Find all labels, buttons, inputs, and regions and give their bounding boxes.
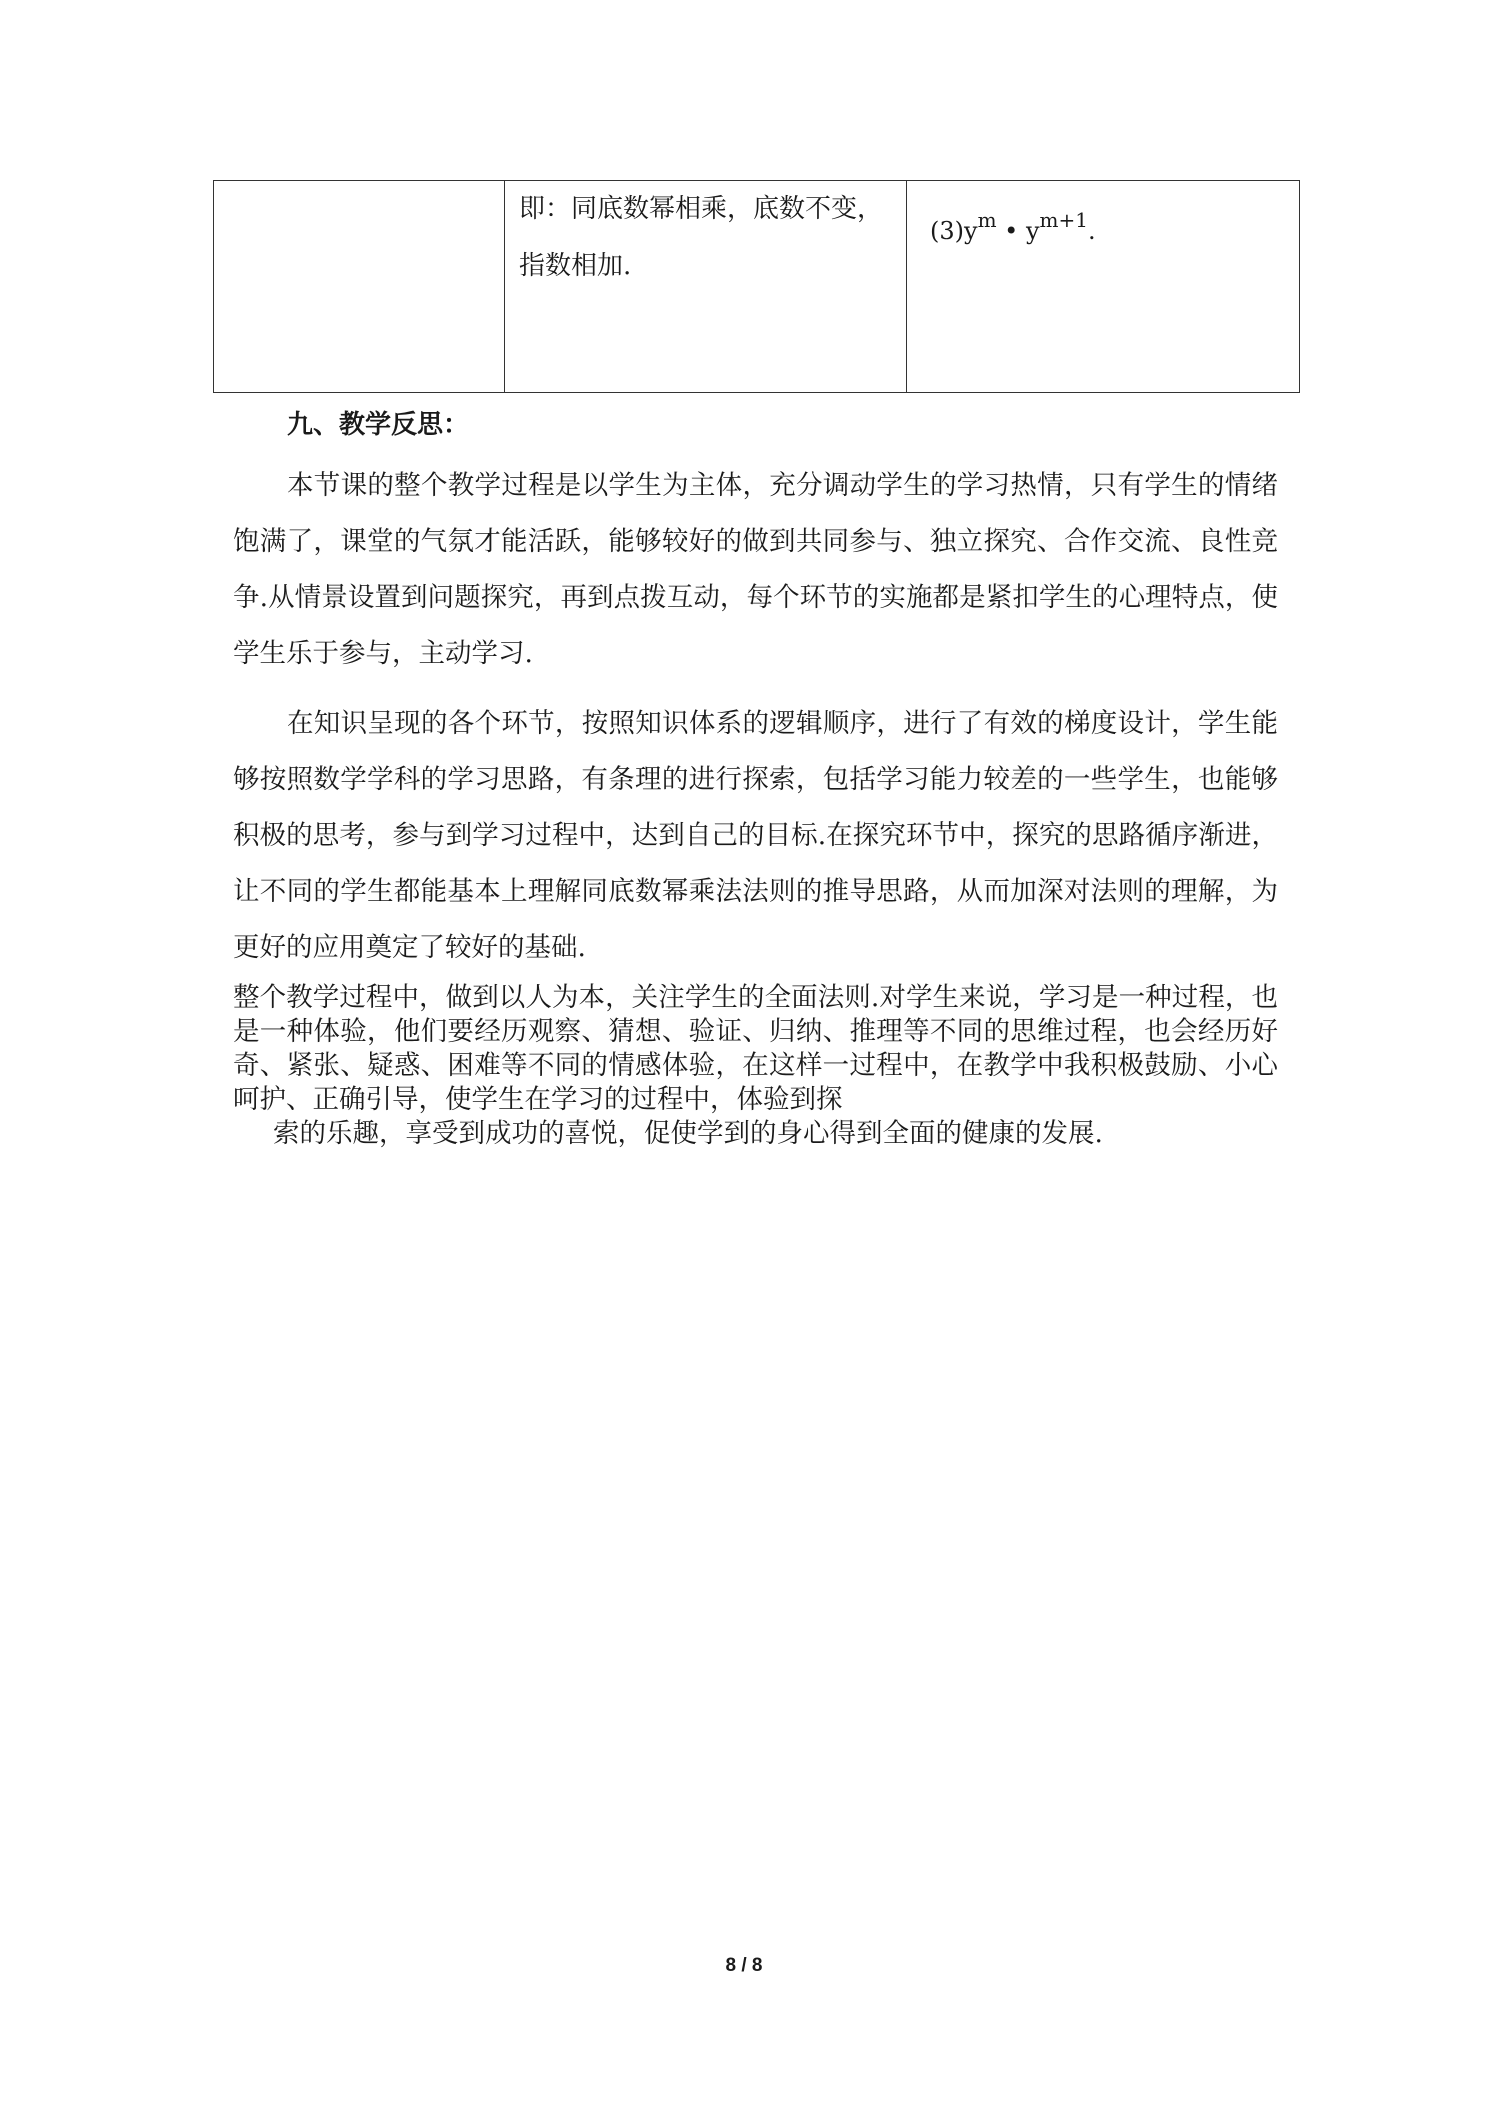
exercise-base-2: y	[1025, 217, 1040, 245]
rule-line-2: 指数相加.	[519, 251, 632, 281]
table-column-divider	[504, 181, 505, 392]
exercise-exponent-2: m+1	[1039, 208, 1088, 232]
page-number: 8 / 8	[725, 1955, 763, 1976]
reflection-paragraph-2: 在知识呈现的各个环节，按照知识体系的逻辑顺序，进行了有效的梯度设计，学生能够按照数学学科的学习思路，有条理的进行探索，包括学习能力较差的一些学生，也能够积极的思考，参与到学习过程中，达到自己的目标.在探究环节中，探究的思路循序渐进，让不同的学生都能基本上理解同底数幂乘法法则的推导思路，从而加深对法则的理解，为更好的应用奠定了较好的基础.	[233, 708, 1278, 963]
table-column-divider	[906, 181, 907, 392]
reflection-paragraph-3-last-line: 索的乐趣，享受到成功的喜悦，促使学到的身心得到全面的健康的发展.	[273, 1118, 1103, 1149]
lesson-table-fragment	[213, 180, 1300, 393]
reflection-paragraph-3-main: 整个教学过程中，做到以人为本，关注学生的全面法则.对学生来说，学习是一种过程，也是一种体验，他们要经历观察、猜想、验证、归纳、推理等不同的思维过程，也会经历好奇、紧张、疑惑、困难等不同的情感体验，在这样一过程中，在教学中我积极鼓励、小心呵护、正确引导，使学生在学习的过程中，体验到探	[233, 982, 1278, 1115]
exercise-number: (3)	[930, 217, 964, 245]
section-heading: 九、教学反思：	[287, 410, 470, 440]
rule-line-1: 即：同底数幂相乘，底数不变，	[519, 194, 884, 224]
table-cell-rule	[519, 181, 899, 295]
exercise-dot: •	[996, 217, 1026, 245]
exercise-base-1: y	[964, 217, 978, 245]
exercise-exponent-1: m	[977, 208, 997, 232]
reflection-paragraph-3	[233, 981, 1278, 1151]
table-cell-exercise	[930, 203, 1096, 261]
reflection-paragraph-1: 本节课的整个教学过程是以学生为主体，充分调动学生的学习热情，只有学生的情绪饱满了，课堂的气氛才能活跃，能够较好的做到共同参与、独立探究、合作交流、良性竞争.从情景设置到问题探究，再到点拨互动，每个环节的实施都是紧扣学生的心理特点，使学生乐于参与，主动学习.	[233, 470, 1278, 669]
exercise-period: .	[1087, 217, 1096, 245]
